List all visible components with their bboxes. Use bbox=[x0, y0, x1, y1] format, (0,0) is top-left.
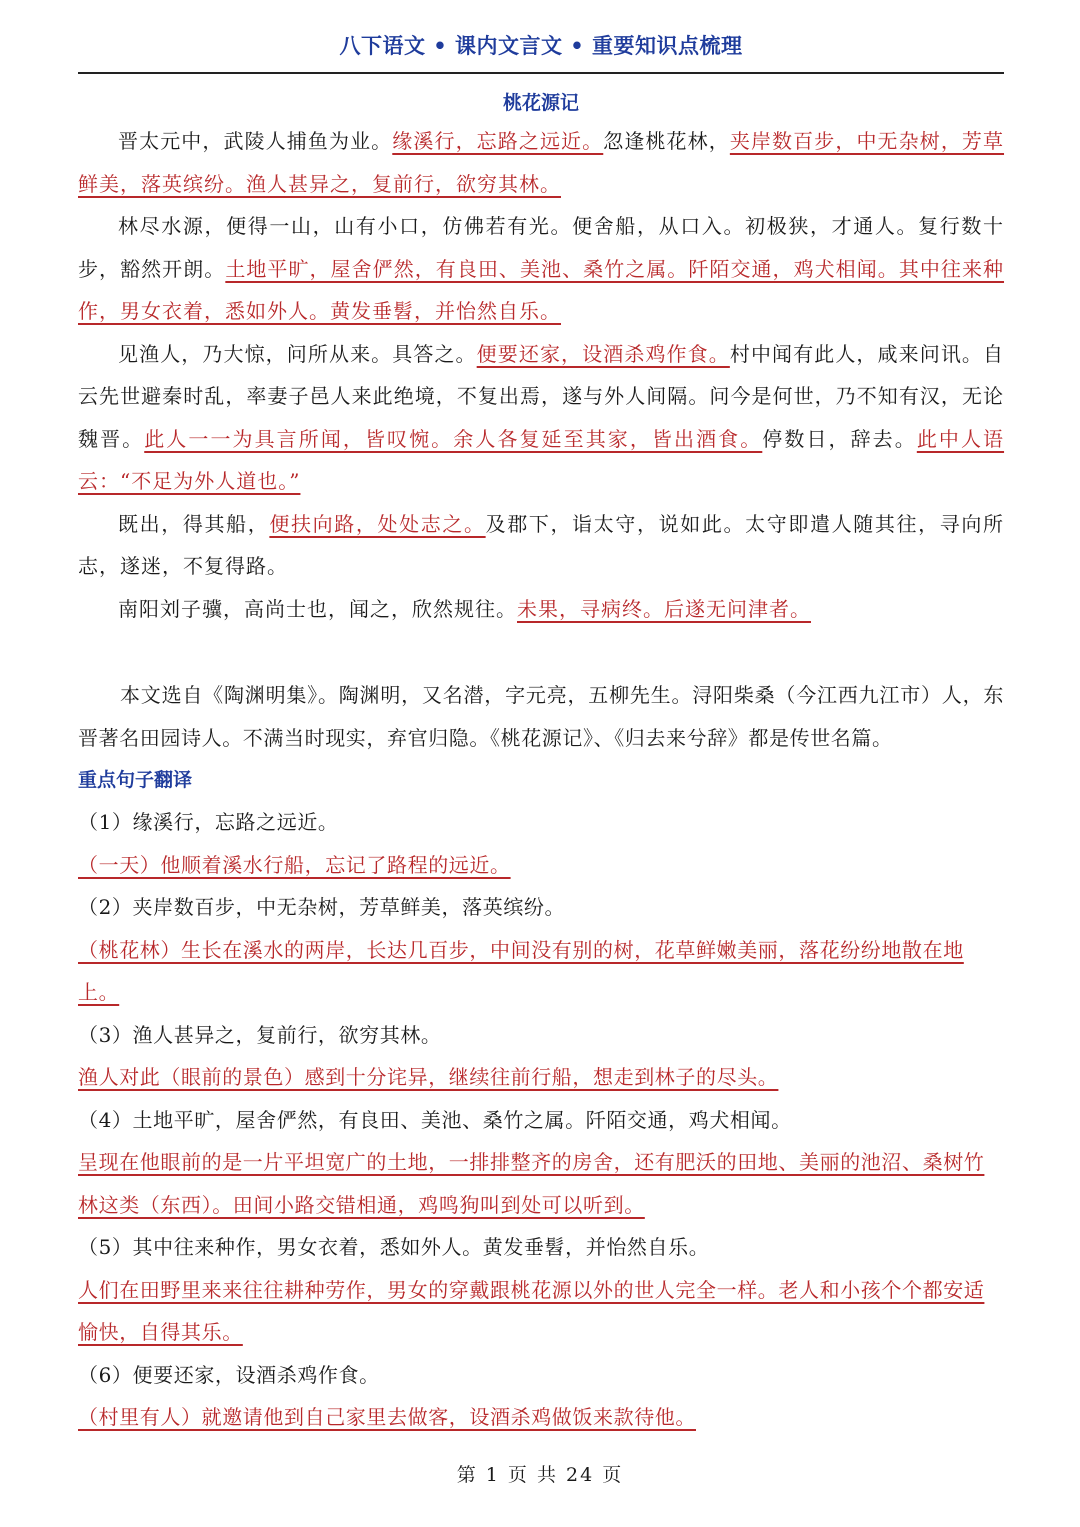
highlighted-sentence: 便扶向路，处处志之。 bbox=[269, 511, 486, 536]
article-paragraph bbox=[78, 588, 1004, 631]
source-sentence: （1）缘溪行，忘路之远近。 bbox=[78, 810, 339, 834]
translation-sentence: （一天）他顺着溪水行船，忘记了路程的远近。 bbox=[78, 852, 511, 877]
translation-sentence: （桃花林）生长在溪水的两岸，长达几百步，中间没有别的树，花草鲜嫩美丽，落花纷纷地散在地上。 bbox=[78, 937, 964, 1004]
text-segment: 停数日，辞去。 bbox=[762, 426, 917, 451]
text-segment: 林尽水源，便得一山，山有小口，仿佛若有光。便舍船，从口入。初极狭，才通人。复行数十步，豁然开朗。 bbox=[78, 214, 1004, 281]
text-segment: 见渔人，乃大惊，问所从来。具答之。 bbox=[118, 341, 477, 366]
source-sentence: （5）其中往来种作，男女衣着，悉如外人。黄发垂髫，并怡然自乐。 bbox=[78, 1235, 710, 1259]
translation-sentence: （村里有人）就邀请他到自己家里去做客，设酒杀鸡做饭来款待他。 bbox=[78, 1405, 696, 1429]
source-sentence: （2）夹岸数百步，中无杂树，芳草鲜美，落英缤纷。 bbox=[78, 895, 566, 919]
highlighted-sentence: 土地平旷，屋舍俨然，有良田、美池、桑竹之属。阡陌交通，鸡犬相闻。其中往来种作，男女衣着，悉如外人。黄发垂髫，并怡然自乐。 bbox=[78, 256, 1005, 323]
translation-sentence: 渔人对此（眼前的景色）感到十分诧异，继续往前行船，想走到林子的尽头。 bbox=[78, 1065, 779, 1089]
translation-sentence: 呈现在他眼前的是一片平坦宽广的土地，一排排整齐的房舍，还有肥沃的田地、美丽的池沼、桑树竹林这类（东西）。田间小路交错相通，鸡鸣狗叫到处可以听到。 bbox=[78, 1150, 985, 1217]
text-segment: 南阳刘子骥，高尚士也，闻之，欣然规往。 bbox=[118, 596, 517, 621]
highlighted-sentence: 此人一一为具言所闻，皆叹惋。余人各复延至其家，皆出酒食。 bbox=[144, 426, 763, 451]
author-intro: 本文选自《陶渊明集》。陶渊明，又名潜，字元亮，五柳先生。浔阳柴桑（今江西九江市）人，东晋著名田园诗人。不满当时现实，弃官归隐。《桃花源记》、《归去来兮辞》都是传世名篇。 bbox=[78, 683, 1004, 750]
text-segment: 及郡下，诣太守，说如此。太守即遣人随其往，寻向所志，遂迷，不复得路。 bbox=[78, 511, 1004, 578]
article-paragraph bbox=[78, 205, 1004, 333]
article-paragraph bbox=[78, 120, 1004, 205]
page-header: 八下语文 • 课内文言文 • 重要知识点梳理 bbox=[339, 34, 743, 58]
source-sentence: （3）渔人甚异之，复前行，欲穷其林。 bbox=[78, 1022, 442, 1047]
header-divider bbox=[78, 72, 1004, 74]
highlighted-sentence: 此中人语云：“不足为外人道也。” bbox=[78, 426, 1005, 493]
source-sentence: （6）便要还家，设酒杀鸡作食。 bbox=[78, 1362, 380, 1387]
highlighted-sentence: 夹岸数百步，中无杂树，芳草鲜美，落英缤纷。渔人甚异之，复前行，欲穷其林。 bbox=[78, 129, 1005, 196]
translation-list bbox=[78, 801, 1004, 1439]
article-body bbox=[78, 120, 1004, 630]
highlighted-sentence: 缘溪行，忘路之远近。 bbox=[392, 129, 604, 153]
article-paragraph bbox=[78, 333, 1004, 503]
highlighted-sentence: 未果，寻病终。后遂无问津者。 bbox=[517, 596, 811, 621]
text-segment: 既出，得其船， bbox=[118, 511, 270, 536]
text-segment: 晋太元中，武陵人捕鱼为业。 bbox=[118, 129, 393, 153]
highlighted-sentence: 便要还家，设酒杀鸡作食。 bbox=[476, 341, 730, 366]
text-segment: 忽逢桃花林， bbox=[603, 129, 730, 153]
section-heading: 重点句子翻译 bbox=[78, 769, 193, 791]
source-sentence: （4）土地平旷，屋舍俨然，有良田、美池、桑竹之属。阡陌交通，鸡犬相闻。 bbox=[78, 1107, 792, 1132]
article-title: 桃花源记 bbox=[502, 92, 579, 114]
translation-sentence: 人们在田野里来来往往耕种劳作，男女的穿戴跟桃花源以外的世人完全一样。老人和小孩个个都安适愉快，自得其乐。 bbox=[78, 1277, 985, 1344]
page-footer: 第 1 页 共 24 页 bbox=[456, 1464, 624, 1486]
text-segment: 村中闻有此人，咸来问讯。自云先世避秦时乱，率妻子邑人来此绝境，不复出焉，遂与外人间隔。问今是何世，乃不知有汉，无论魏晋。 bbox=[78, 341, 1005, 451]
document-page bbox=[78, 0, 1004, 1439]
article-paragraph bbox=[78, 503, 1004, 588]
spacer bbox=[78, 630, 1004, 674]
